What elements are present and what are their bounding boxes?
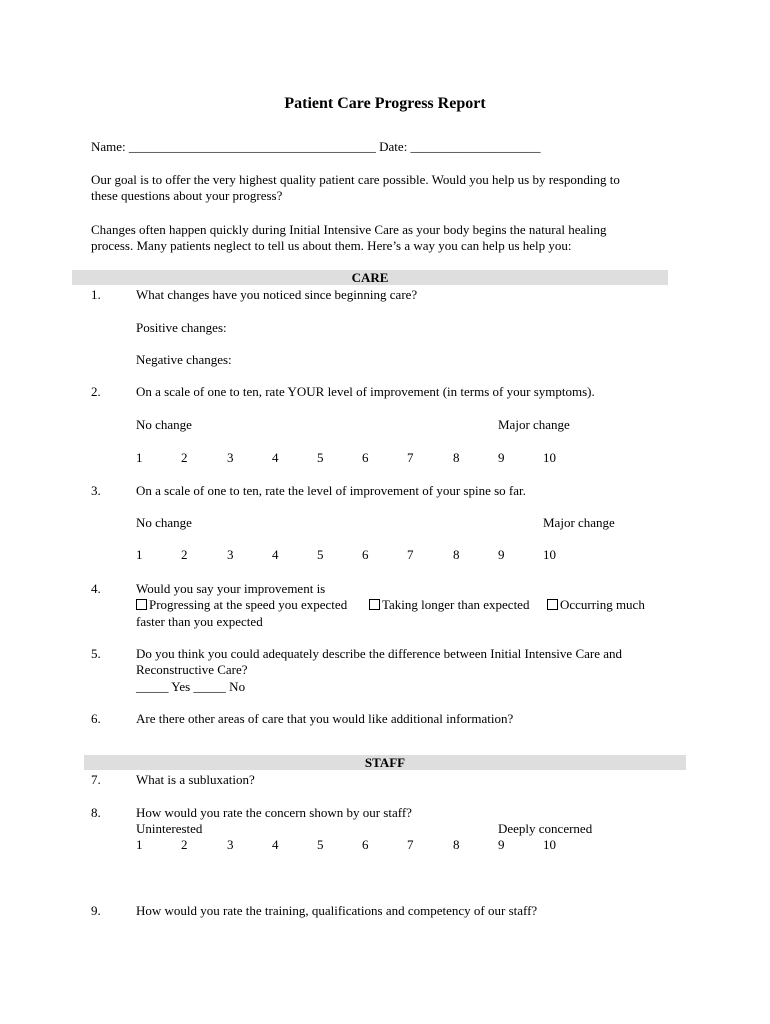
question-4-option-3-continued: faster than you expected: [136, 614, 263, 629]
intro-paragraph-1-line-2: these questions about your progress?: [91, 188, 283, 203]
question-6-text: Are there other areas of care that you would like additional information?: [136, 711, 514, 726]
scale-option[interactable]: 3: [227, 547, 234, 562]
question-2-number: 2.: [91, 384, 101, 399]
question-5-text-line-1: Do you think you could adequately describe the difference between Initial Intensive Care and: [136, 646, 623, 661]
scale-option[interactable]: 4: [272, 547, 279, 562]
scale-option[interactable]: 2: [181, 837, 188, 852]
option-label: Taking longer than expected: [382, 597, 530, 612]
scale-option[interactable]: 10: [543, 450, 556, 465]
scale-option[interactable]: 1: [136, 837, 143, 852]
question-5-yes-no[interactable]: _____ Yes _____ No: [136, 679, 246, 694]
question-2-low-label: No change: [136, 417, 192, 432]
question-4-option-2[interactable]: [369, 597, 529, 613]
question-7-number: 7.: [91, 772, 101, 787]
scale-option[interactable]: 9: [498, 450, 505, 465]
scale-option[interactable]: 2: [181, 450, 188, 465]
scale-option[interactable]: 10: [543, 547, 556, 562]
scale-option[interactable]: 5: [317, 450, 324, 465]
scale-option[interactable]: 7: [407, 450, 414, 465]
scale-option[interactable]: 3: [227, 837, 234, 852]
scale-option[interactable]: 7: [407, 837, 414, 852]
question-1-text: What changes have you noticed since beginning care?: [136, 287, 418, 302]
option-label: Occurring much: [560, 597, 645, 612]
question-1-positive-label: Positive changes:: [136, 320, 227, 335]
checkbox[interactable]: [136, 599, 147, 610]
question-8-number: 8.: [91, 805, 101, 820]
question-3-high-label: Major change: [543, 515, 615, 530]
intro-paragraph-1-line-1: Our goal is to offer the very highest quality patient care possible. Would you help us by responding to: [91, 172, 620, 187]
name-date-line[interactable]: Name: ______________________________________ Date: ____________________: [91, 139, 541, 154]
scale-option[interactable]: 1: [136, 547, 143, 562]
question-2-high-label: Major change: [498, 417, 570, 432]
question-3-text: On a scale of one to ten, rate the level of improvement of your spine so far.: [136, 483, 526, 498]
question-9-text: How would you rate the training, qualifications and competency of our staff?: [136, 903, 538, 918]
question-5-text-line-2: Reconstructive Care?: [136, 662, 248, 677]
question-3-low-label: No change: [136, 515, 192, 530]
question-9-number: 9.: [91, 903, 101, 918]
question-4-option-1[interactable]: [136, 597, 347, 613]
intro-paragraph-2-line-1: Changes often happen quickly during Initial Intensive Care as your body begins the natural healing: [91, 222, 607, 237]
intro-paragraph-2-line-2: process. Many patients neglect to tell us about them. Here’s a way you can help us help you:: [91, 238, 572, 253]
scale-option[interactable]: 9: [498, 837, 505, 852]
question-6-number: 6.: [91, 711, 101, 726]
scale-option[interactable]: 6: [362, 547, 369, 562]
question-8-high-label: Deeply concerned: [498, 821, 593, 836]
scale-option[interactable]: 1: [136, 450, 143, 465]
page-title: Patient Care Progress Report: [284, 95, 486, 112]
question-8-text: How would you rate the concern shown by our staff?: [136, 805, 412, 820]
scale-option[interactable]: 7: [407, 547, 414, 562]
checkbox[interactable]: [547, 599, 558, 610]
question-8-low-label: Uninterested: [136, 821, 203, 836]
scale-option[interactable]: 8: [453, 450, 460, 465]
option-label: Progressing at the speed you expected: [149, 597, 348, 612]
scale-option[interactable]: 6: [362, 450, 369, 465]
scale-option[interactable]: 9: [498, 547, 505, 562]
question-1-negative-label: Negative changes:: [136, 352, 232, 367]
scale-option[interactable]: 8: [453, 547, 460, 562]
question-7-text: What is a subluxation?: [136, 772, 255, 787]
scale-option[interactable]: 2: [181, 547, 188, 562]
question-4-number: 4.: [91, 581, 101, 596]
question-5-number: 5.: [91, 646, 101, 661]
scale-option[interactable]: 8: [453, 837, 460, 852]
scale-option[interactable]: 4: [272, 450, 279, 465]
scale-option[interactable]: 3: [227, 450, 234, 465]
scale-option[interactable]: 5: [317, 547, 324, 562]
checkbox[interactable]: [369, 599, 380, 610]
question-2-text: On a scale of one to ten, rate YOUR level of improvement (in terms of your symptoms).: [136, 384, 595, 399]
care-section-label: CARE: [351, 270, 389, 285]
question-3-number: 3.: [91, 483, 101, 498]
question-1-number: 1.: [91, 287, 101, 302]
scale-option[interactable]: 10: [543, 837, 556, 852]
scale-option[interactable]: 6: [362, 837, 369, 852]
scale-option[interactable]: 4: [272, 837, 279, 852]
question-4-text: Would you say your improvement is: [136, 581, 326, 596]
scale-option[interactable]: 5: [317, 837, 324, 852]
staff-section-label: STAFF: [364, 755, 406, 770]
question-4-option-3[interactable]: [547, 597, 645, 613]
